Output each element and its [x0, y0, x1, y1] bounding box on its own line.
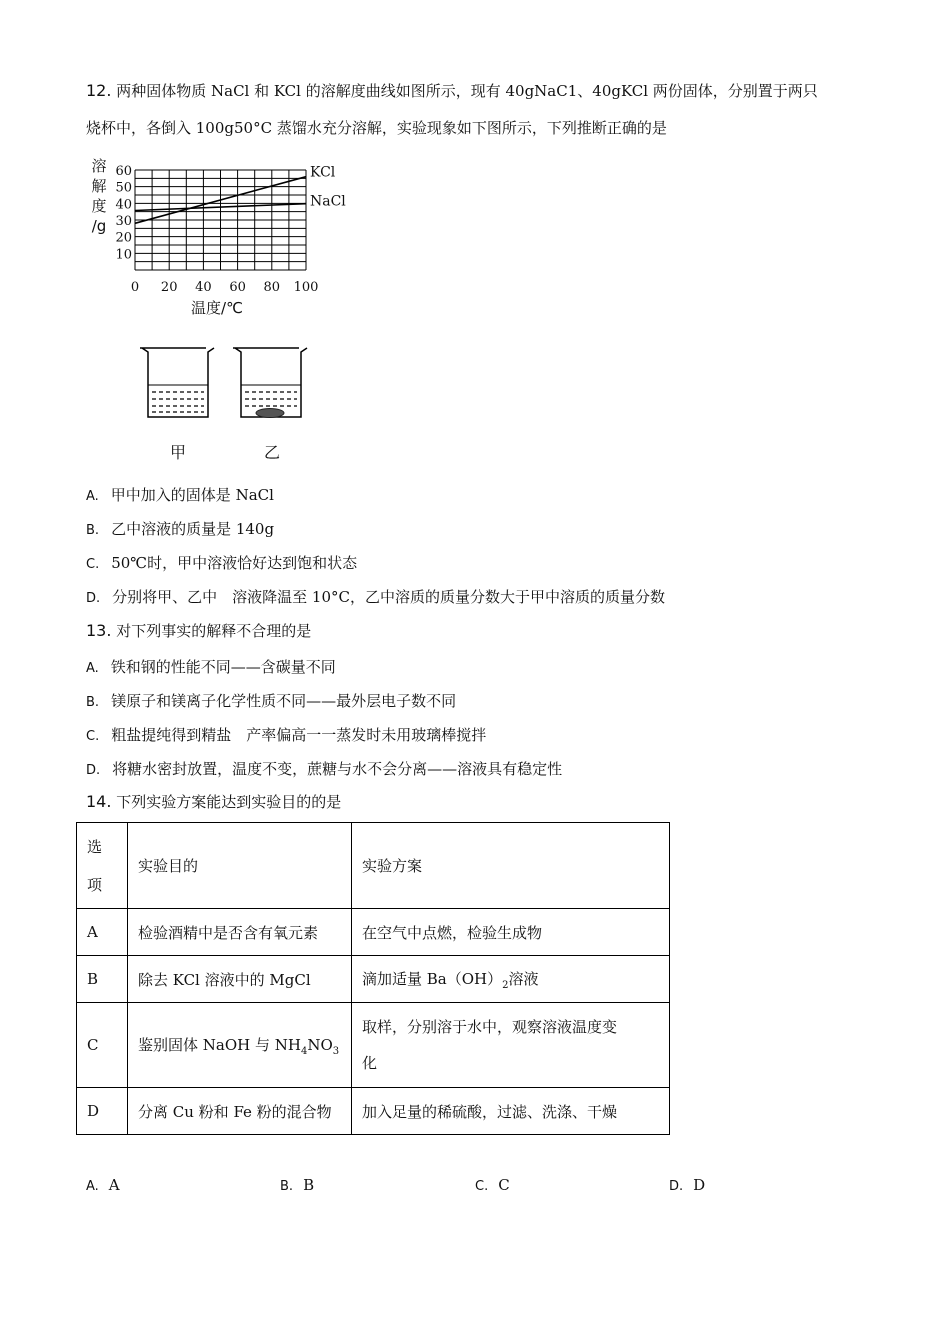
plan-tail: 溶液 — [508, 969, 539, 988]
answer-key: D. — [669, 1179, 684, 1194]
chart-xlabel: 温度/℃ — [191, 299, 243, 317]
q13-number: 13. — [86, 621, 112, 640]
y-label-char: 度 — [91, 197, 107, 215]
answer-d — [669, 1176, 705, 1194]
beaker-label-yi: 乙 — [263, 443, 281, 462]
header-option — [77, 823, 128, 909]
experiment-table — [76, 822, 670, 1135]
answer-text: D — [693, 1176, 706, 1194]
x-tick-label: 60 — [229, 280, 246, 295]
row-purpose: 除去 KCl 溶液中的 MgCl — [128, 956, 352, 1003]
chart-grid — [135, 170, 306, 270]
option-text: 甲中加入的固体是 NaCl — [110, 486, 274, 504]
answer-text: C — [498, 1176, 510, 1194]
row-plan: 加入足量的稀硫酸，过滤、洗涤、干燥 — [352, 1088, 670, 1135]
purpose-subscript: 3 — [332, 1045, 340, 1057]
beakers-figure — [130, 340, 330, 465]
table-header-row — [77, 823, 670, 909]
answer-text: A — [108, 1176, 120, 1194]
row-option: B — [77, 956, 128, 1003]
row-plan — [352, 956, 670, 1003]
purpose-subscript: 4 — [300, 1045, 308, 1057]
row-purpose — [128, 1003, 352, 1088]
table-row — [77, 1088, 670, 1135]
q12-stem-line2: 烧杯中，各倒入 100g50°C 蒸馏水充分溶解，实验现象如下图所示，下列推断正确的是 — [86, 119, 667, 137]
option-text: 镁原子和镁离子化学性质不同——最外层电子数不同 — [111, 692, 457, 710]
beaker-label-jia: 甲 — [169, 443, 187, 462]
solubility-chart — [86, 155, 366, 320]
chart-ylabel — [91, 157, 106, 235]
beaker-yi — [233, 348, 307, 418]
chart-series — [135, 165, 346, 224]
row-plan — [352, 1003, 670, 1088]
answer-c — [475, 1176, 510, 1194]
option-key: C. — [86, 557, 100, 572]
option-key: C. — [86, 729, 100, 744]
purpose-main: 鉴别固体 NaOH 与 NH — [138, 1035, 301, 1054]
chart-y-ticks — [115, 164, 132, 262]
q14-number: 14. — [86, 792, 112, 811]
y-label-char: 溶 — [91, 157, 107, 175]
x-tick-label: 80 — [263, 280, 281, 295]
q12-option-a — [86, 484, 274, 505]
table-row — [77, 956, 670, 1003]
y-label-char: 解 — [91, 177, 107, 195]
y-tick-label: 10 — [115, 247, 132, 263]
plan-main: 滴加适量 Ba（OH） — [362, 969, 503, 988]
table-row — [77, 909, 670, 956]
row-option: D — [77, 1088, 128, 1135]
row-option: C — [77, 1003, 128, 1088]
q12-option-b — [86, 518, 274, 539]
header-option-part: 选 — [87, 837, 103, 856]
series-label-nacl: NaCl — [310, 193, 346, 210]
plan-line: 取样，分别溶于水中，观察溶液温度变 — [362, 1018, 618, 1036]
q12-option-c — [86, 552, 357, 573]
answer-key: A. — [86, 1179, 99, 1194]
q13-stem — [86, 620, 311, 641]
answer-a — [86, 1176, 120, 1194]
x-tick-label: 40 — [195, 280, 212, 295]
option-key: A. — [86, 489, 99, 504]
x-tick-label: 0 — [130, 280, 140, 295]
option-text: 50℃时，甲中溶液恰好达到饱和状态 — [111, 554, 358, 572]
y-tick-label: 50 — [115, 180, 132, 196]
chart-x-ticks — [131, 280, 319, 295]
y-tick-label: 30 — [115, 214, 132, 229]
row-option: A — [77, 909, 128, 956]
y-tick-label: 40 — [115, 197, 132, 213]
q13-option-d — [86, 758, 562, 779]
q14-stem — [86, 791, 341, 812]
row-purpose: 检验酒精中是否含有氧元素 — [128, 909, 352, 956]
option-key: A. — [86, 661, 99, 676]
header-option-part: 项 — [87, 875, 103, 894]
q12-number: 12. — [86, 81, 112, 100]
option-key: D. — [86, 763, 101, 778]
undissolved-solid — [256, 409, 284, 418]
header-purpose: 实验目的 — [128, 823, 352, 909]
option-text: 将糖水密封放置，温度不变，蔗糖与水不会分离——溶液具有稳定性 — [112, 760, 563, 778]
option-key: B. — [86, 695, 100, 710]
answer-b — [280, 1176, 314, 1194]
purpose-mid: NO — [307, 1035, 333, 1054]
y-tick-label: 20 — [115, 230, 132, 246]
option-key: B. — [86, 523, 100, 538]
q12-option-d — [86, 586, 665, 607]
option-text: 粗盐提纯得到精盐 产率偏高一一蒸发时未用玻璃棒搅拌 — [111, 726, 487, 744]
row-plan: 在空气中点燃，检验生成物 — [352, 909, 670, 956]
q12-stem-text1: 两种固体物质 NaCl 和 KCl 的溶解度曲线如图所示，现有 40gNaC1、40gKCl 两份固体，分别置于两只 — [116, 82, 818, 100]
row-purpose: 分离 Cu 粉和 Fe 粉的混合物 — [128, 1088, 352, 1135]
q13-option-c — [86, 724, 486, 745]
q14-stem-text: 下列实验方案能达到实验目的的是 — [116, 793, 342, 811]
q12-stem-line1 — [86, 80, 818, 101]
q13-option-a — [86, 656, 336, 677]
option-text: 铁和钢的性能不同——含碳量不同 — [110, 658, 336, 676]
y-label-char: /g — [91, 217, 107, 235]
option-text: 乙中溶液的质量是 140g — [111, 520, 275, 538]
option-text: 分别将甲、乙中 溶液降温至 10°C，乙中溶质的质量分数大于甲中溶质的质量分数 — [112, 588, 665, 606]
answer-key: C. — [475, 1179, 489, 1194]
answer-text: B — [303, 1176, 315, 1194]
x-tick-label: 20 — [160, 280, 178, 295]
y-tick-label: 60 — [115, 164, 132, 179]
q13-stem-text: 对下列事实的解释不合理的是 — [116, 622, 312, 640]
plan-line: 化 — [362, 1054, 378, 1072]
header-plan: 实验方案 — [352, 823, 670, 909]
series-label-kcl: KCl — [310, 164, 336, 181]
table-row — [77, 1003, 670, 1088]
beaker-jia — [140, 348, 214, 417]
option-key: D. — [86, 591, 101, 606]
answer-key: B. — [280, 1179, 294, 1194]
plan-subscript: 2 — [502, 979, 509, 991]
x-tick-label: 100 — [293, 280, 319, 295]
q13-option-b — [86, 690, 456, 711]
